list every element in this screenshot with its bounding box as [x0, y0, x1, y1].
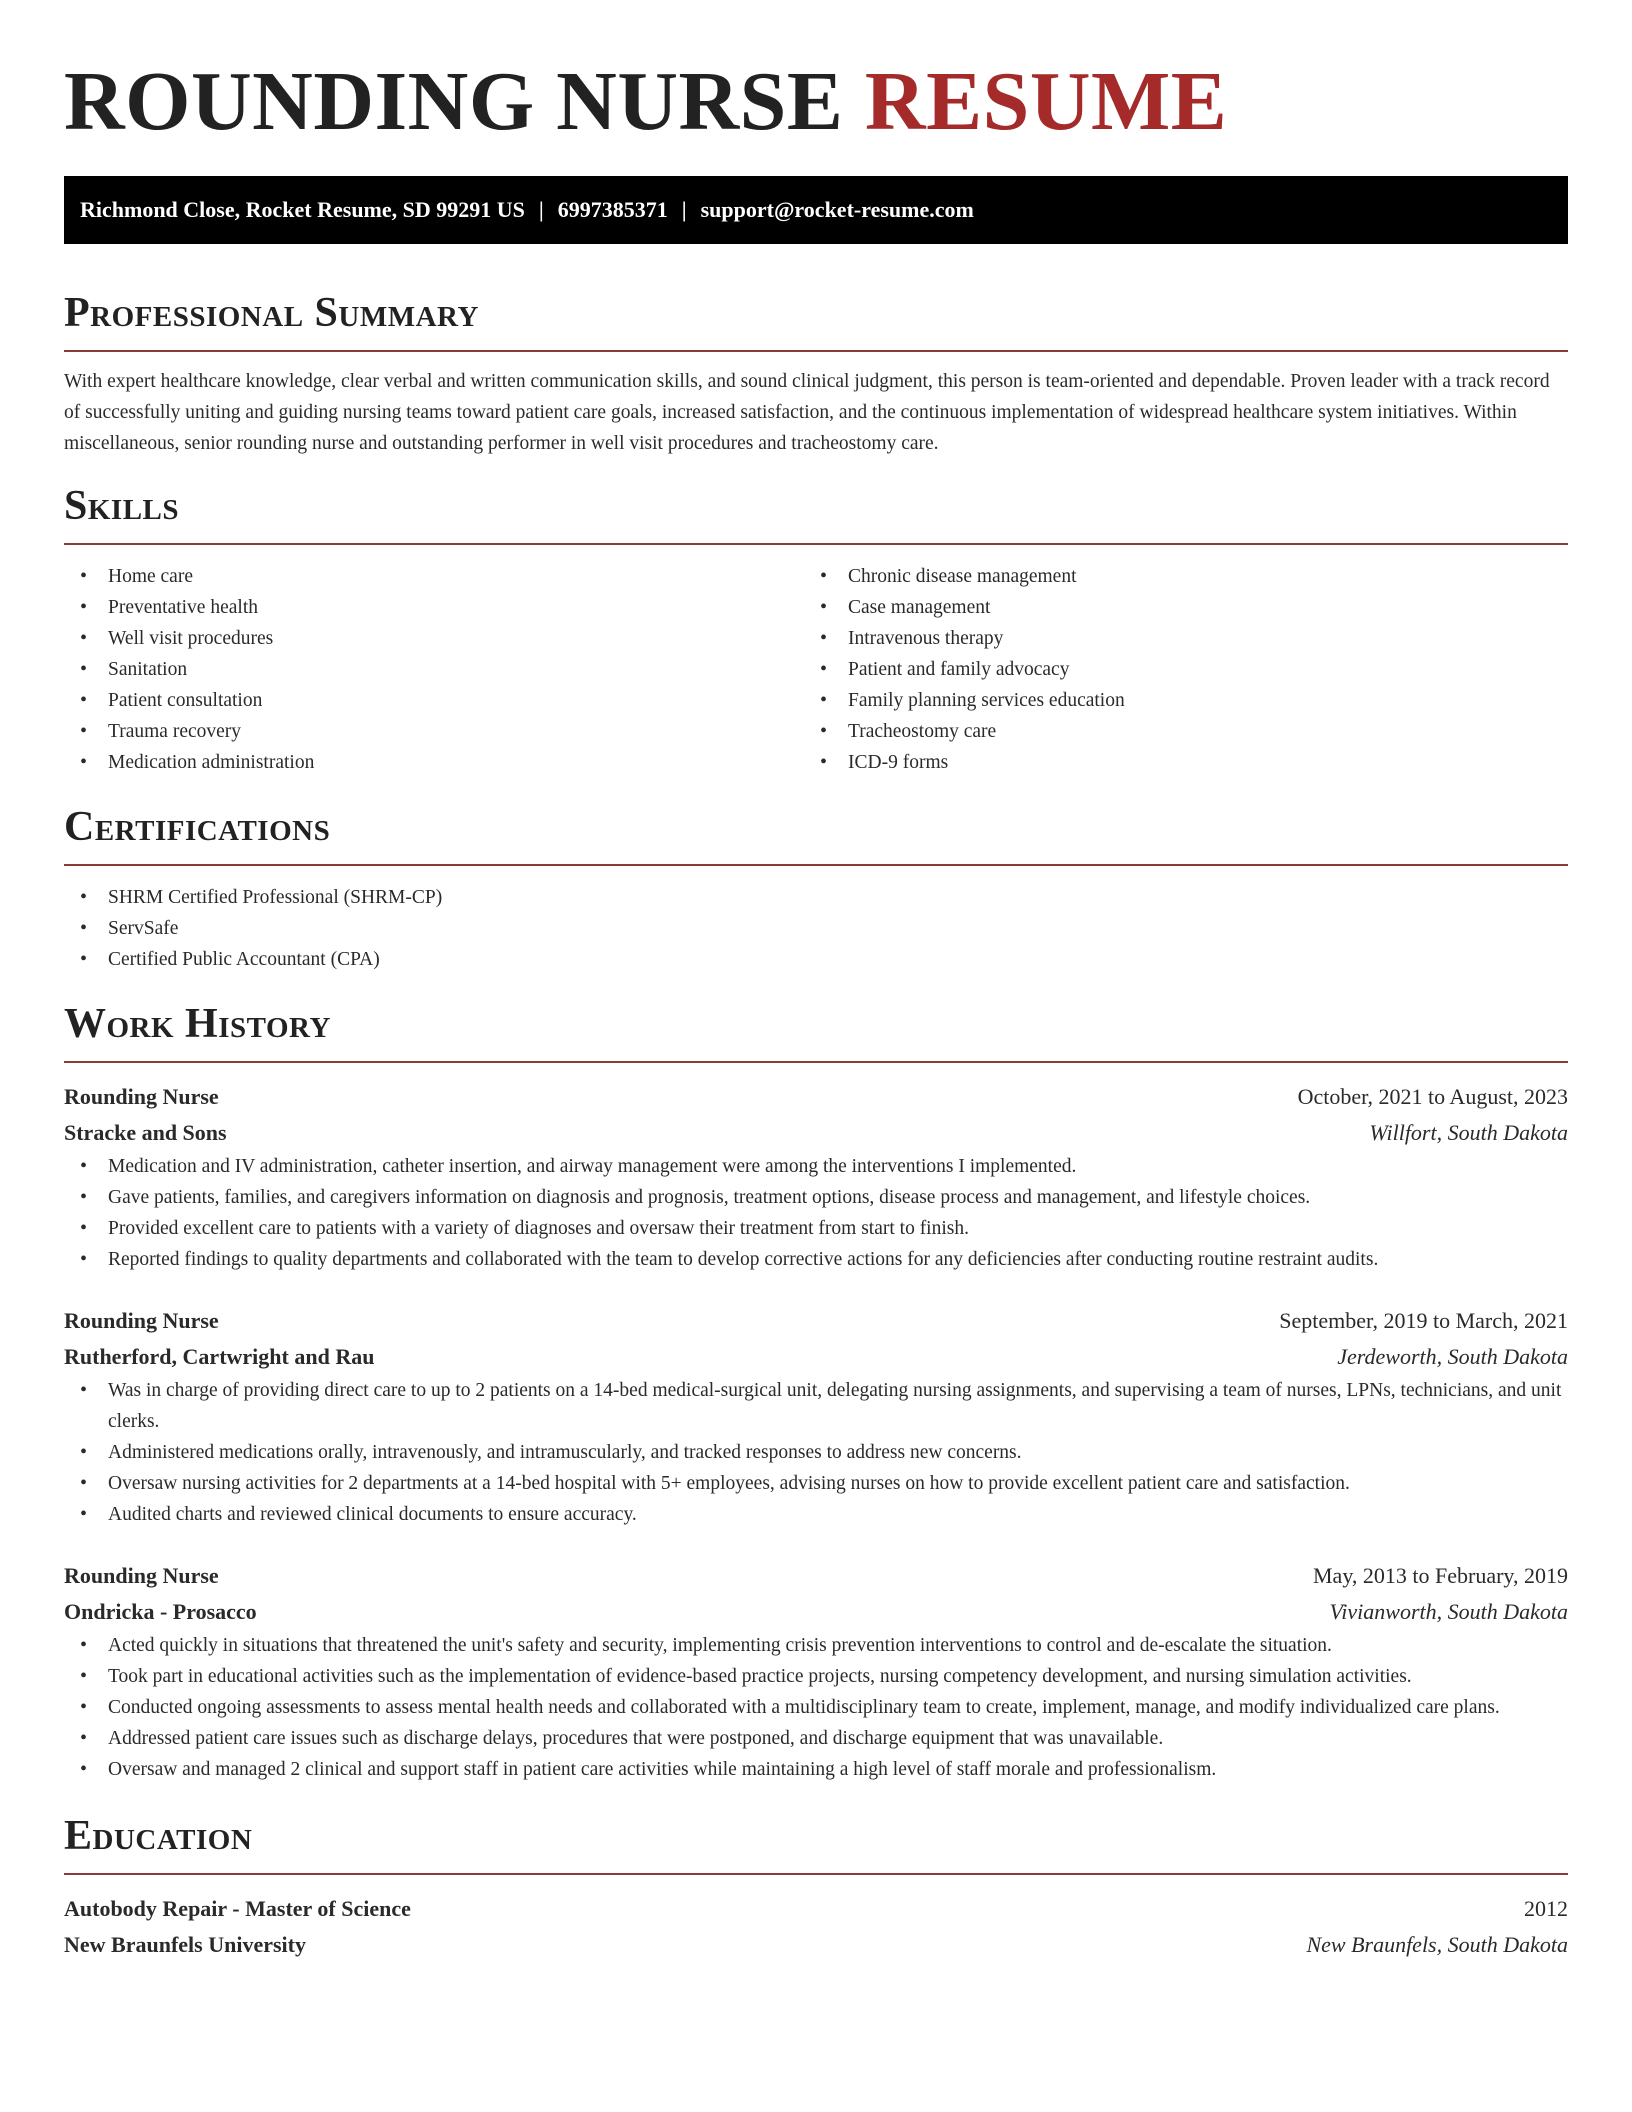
- job-bullet: • Took part in educational activities such as the implementation of evidence-based practice projects, nursing competency development, and nursing simulation activities.: [64, 1661, 1568, 1692]
- job-location: Vivianworth, South Dakota: [1329, 1599, 1568, 1624]
- job-entry: [64, 1558, 1568, 1785]
- summary-text: With expert healthcare knowledge, clear verbal and written communication skills, and sound clinical judgment, this person is team-oriented and dependable. Proven leader with a track record of successfully uniting and guiding nursing teams toward patient care goals, increased satisfaction, and the continuous implementation of widespread healthcare system initiatives. Within miscellaneous, senior rounding nurse and outstanding performer in well visit procedures and tracheostomy care.: [64, 371, 1550, 454]
- section-divider: [64, 543, 1568, 545]
- job-title: Rounding Nurse: [64, 1084, 219, 1109]
- job-bullet: • Addressed patient care issues such as discharge delays, procedures that were postponed, and discharge equipment that was unavailable.: [64, 1723, 1568, 1754]
- job-bullet: • Administered medications orally, intravenously, and intramuscularly, and tracked responses to address new concerns.: [64, 1437, 1568, 1468]
- job-bullet: • Acted quickly in situations that threatened the unit's safety and security, implementing crisis prevention interventions to control and de-escalate the situation.: [64, 1630, 1568, 1661]
- education-entry: [64, 1891, 1568, 1963]
- job-bullet: • Conducted ongoing assessments to assess mental health needs and collaborated with a multidisciplinary team to create, implement, manage, and modify individualized care plans.: [64, 1692, 1568, 1723]
- skill-item: • Home care: [64, 561, 804, 592]
- education-degree: Autobody Repair - Master of Science: [64, 1896, 411, 1921]
- skills-list-left: [64, 561, 804, 778]
- skills-list-right: [804, 561, 1544, 778]
- resume-title: [64, 52, 1568, 152]
- job-location: Willfort, South Dakota: [1369, 1120, 1568, 1145]
- skill-item: • Tracheostomy care: [804, 716, 1544, 747]
- job-bullet: • Medication and IV administration, catheter insertion, and airway management were among the interventions I implemented.: [64, 1151, 1568, 1182]
- certification-item: • ServSafe: [64, 913, 1568, 944]
- skill-item: • Well visit procedures: [64, 623, 804, 654]
- job-title: Rounding Nurse: [64, 1308, 219, 1333]
- job-company-row: [64, 1339, 1568, 1375]
- skill-item: • Family planning services education: [804, 685, 1544, 716]
- job-header-row: [64, 1558, 1568, 1594]
- education-section: [64, 1811, 1568, 1963]
- job-bullet: • Was in charge of providing direct care to up to 2 patients on a 14-bed medical-surgical unit, delegating nursing assignments, and supervising a team of nurses, LPNs, technicians, and unit clerks.: [64, 1375, 1568, 1437]
- education-heading: Education: [64, 1813, 253, 1859]
- job-bullet: • Oversaw nursing activities for 2 departments at a 14-bed hospital with 5+ employees, advising nurses on how to provide excellent patient care and satisfaction.: [64, 1468, 1568, 1499]
- job-location: Jerdeworth, South Dakota: [1337, 1344, 1568, 1369]
- education-degree-row: [64, 1891, 1568, 1927]
- skill-item: • Patient consultation: [64, 685, 804, 716]
- job-header-row: [64, 1079, 1568, 1115]
- education-year: 2012: [1524, 1896, 1568, 1921]
- work-history-section: [64, 999, 1568, 1785]
- job-bullet: • Provided excellent care to patients with a variety of diagnoses and oversaw their treatment from start to finish.: [64, 1213, 1568, 1244]
- contact-separator: |: [538, 197, 544, 222]
- section-divider: [64, 1873, 1568, 1875]
- job-bullets: [64, 1375, 1568, 1530]
- skill-item: • ICD-9 forms: [804, 747, 1544, 778]
- job-header-row: [64, 1303, 1568, 1339]
- contact-email: support@rocket-resume.com: [700, 197, 974, 222]
- skill-item: • Trauma recovery: [64, 716, 804, 747]
- skill-item: • Intravenous therapy: [804, 623, 1544, 654]
- job-bullets: [64, 1151, 1568, 1275]
- contact-phone: 6997385371: [557, 197, 668, 222]
- skills-heading: Skills: [64, 483, 180, 529]
- skill-item: • Chronic disease management: [804, 561, 1544, 592]
- job-company: Ondricka - Prosacco: [64, 1599, 257, 1624]
- title-main: ROUNDING NURSE: [64, 55, 844, 148]
- title-accent: RESUME: [864, 55, 1228, 148]
- job-bullet: • Audited charts and reviewed clinical documents to ensure accuracy.: [64, 1499, 1568, 1530]
- job-bullets: [64, 1630, 1568, 1785]
- job-company-row: [64, 1594, 1568, 1630]
- certifications-section: [64, 802, 1568, 975]
- job-bullet: • Oversaw and managed 2 clinical and support staff in patient care activities while maintaining a high level of staff morale and professionalism.: [64, 1754, 1568, 1785]
- job-entry: [64, 1303, 1568, 1530]
- job-title: Rounding Nurse: [64, 1563, 219, 1588]
- skill-item: • Medication administration: [64, 747, 804, 778]
- job-bullet: • Gave patients, families, and caregivers information on diagnosis and prognosis, treatment options, disease process and management, and lifestyle choices.: [64, 1182, 1568, 1213]
- section-divider: [64, 1061, 1568, 1063]
- contact-address: Richmond Close, Rocket Resume, SD 99291 US: [80, 197, 525, 222]
- education-location: New Braunfels, South Dakota: [1306, 1932, 1568, 1957]
- education-school-row: [64, 1927, 1568, 1963]
- certifications-list: [64, 882, 1568, 975]
- job-company: Rutherford, Cartwright and Rau: [64, 1344, 375, 1369]
- certification-item: • SHRM Certified Professional (SHRM-CP): [64, 882, 1568, 913]
- job-dates: May, 2013 to February, 2019: [1313, 1563, 1568, 1588]
- job-dates: September, 2019 to March, 2021: [1279, 1308, 1568, 1333]
- skills-grid: [64, 561, 1568, 778]
- job-entry: [64, 1079, 1568, 1275]
- summary-heading: Professional Summary: [64, 290, 479, 336]
- education-school: New Braunfels University: [64, 1932, 306, 1957]
- certifications-heading: Certifications: [64, 804, 331, 850]
- skill-item: • Patient and family advocacy: [804, 654, 1544, 685]
- skill-item: • Case management: [804, 592, 1544, 623]
- job-company: Stracke and Sons: [64, 1120, 227, 1145]
- contact-bar: [64, 176, 1568, 244]
- work-history-heading: Work History: [64, 1001, 331, 1047]
- contact-separator: |: [681, 197, 687, 222]
- skill-item: • Preventative health: [64, 592, 804, 623]
- skill-item: • Sanitation: [64, 654, 804, 685]
- section-divider: [64, 350, 1568, 352]
- job-company-row: [64, 1115, 1568, 1151]
- summary-section: [64, 288, 1568, 459]
- job-bullet: • Reported findings to quality departments and collaborated with the team to develop corrective actions for any deficiencies after conducting routine restraint audits.: [64, 1244, 1568, 1275]
- section-divider: [64, 864, 1568, 866]
- skills-section: [64, 481, 1568, 778]
- job-dates: October, 2021 to August, 2023: [1297, 1084, 1568, 1109]
- certification-item: • Certified Public Accountant (CPA): [64, 944, 1568, 975]
